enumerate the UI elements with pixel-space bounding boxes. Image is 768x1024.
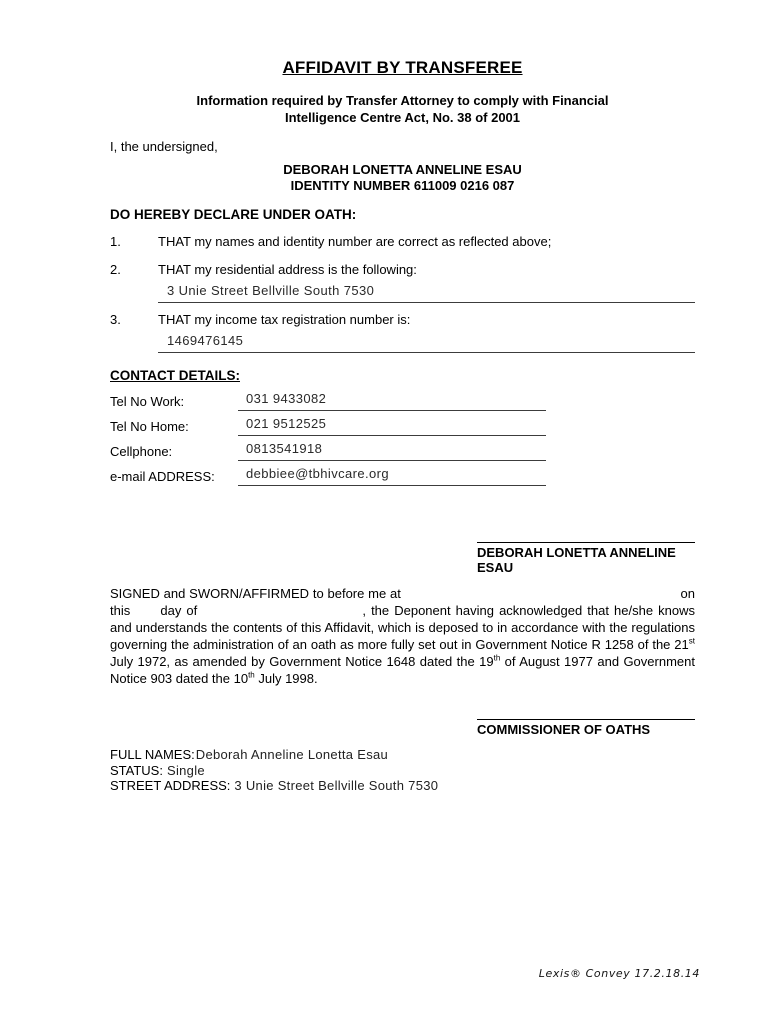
contact-label: Tel No Home: [110,419,189,434]
oath-heading: DO HEREBY DECLARE UNDER OATH: [110,207,357,222]
contact-row-tel-work [110,386,695,411]
item-text: THAT my income tax registration number is: [158,312,411,327]
sworn-paragraph: SIGNED and SWORN/AFFIRMED to before me at on this day of , the Deponent having acknowledged that he/she knows and understands the contents of this Affidavit, which is deposed to in accordance with the regulations governing the administration of an oath as more fully set out in Government Notice R 1258 of the 21st July 1972, as amended by Government Notice 1648 dated the 19th of August 1977 and Government Notice 903 dated the 10th July 1998. [110,586,696,686]
item-number: 1. [110,234,121,249]
contact-details-heading: CONTACT DETAILS: [110,368,240,383]
deponent-signature-name: DEBORAH LONETTA ANNELINE ESAU [477,545,676,575]
intro-line: I, the undersigned, [110,139,218,154]
contact-label: e-mail ADDRESS: [110,469,215,484]
deponent-block [110,162,695,194]
residential-address-field [158,281,695,303]
tax-number-field [158,331,695,353]
identity-number-line: IDENTITY NUMBER 611009 0216 087 [290,178,515,193]
document-title: AFFIDAVIT BY TRANSFEREE [282,58,523,77]
email-field [238,465,546,486]
commissioner-signature-block [477,719,695,737]
deponent-name: DEBORAH LONETTA ANNELINE ESAU [283,162,522,177]
blank-space [405,597,677,598]
closing-fields [110,747,695,794]
status-value: Single [166,762,205,778]
tel-work-field [238,390,546,411]
item-text: THAT my residential address is the following: [158,262,417,277]
residential-address-value: 3 Unie Street Bellville South 7530 [167,283,375,298]
blank-space [202,614,362,615]
email-value: debbiee@tbhivcare.org [246,466,390,481]
item-number: 2. [110,262,121,277]
declaration-item-1 [110,233,695,250]
full-names-row [110,747,695,763]
contact-row-email [110,461,695,486]
street-address-row [110,778,695,794]
tel-home-value: 021 9512525 [246,416,327,431]
contact-row-tel-home [110,411,695,436]
declaration-item-2 [110,261,695,278]
declaration-item-3 [110,311,695,328]
tax-number-value: 1469476145 [167,333,244,348]
lexis-convey-footer: Lexis® Convey 17.2.18.14 [538,967,700,980]
cellphone-field [238,440,546,461]
contact-label: Cellphone: [110,444,173,459]
blank-space [135,614,155,615]
deponent-signature-block [477,542,695,575]
status-row [110,763,695,779]
tel-home-field [238,415,546,436]
tel-work-value: 031 9433082 [246,391,327,406]
field-label: FULL NAMES: [110,747,195,762]
commissioner-label: COMMISSIONER OF OATHS [477,722,651,737]
field-label: STATUS: [110,762,163,778]
document-content [110,0,695,794]
contact-rows [110,386,695,486]
contact-label: Tel No Work: [110,394,185,409]
street-address-value: 3 Unie Street Bellville South 7530 [234,778,439,793]
cellphone-value: 0813541918 [246,441,323,456]
document-subtitle: Information required by Transfer Attorney to comply with Financial Intelligence Centre Act, No. 38 of 2001 [196,93,609,125]
contact-row-cellphone [110,436,695,461]
full-names-value: Deborah Anneline Lonetta Esau [195,747,389,762]
item-number: 3. [110,312,121,327]
item-text: THAT my names and identity number are correct as reflected above; [158,234,552,249]
field-label: STREET ADDRESS: [110,778,231,793]
